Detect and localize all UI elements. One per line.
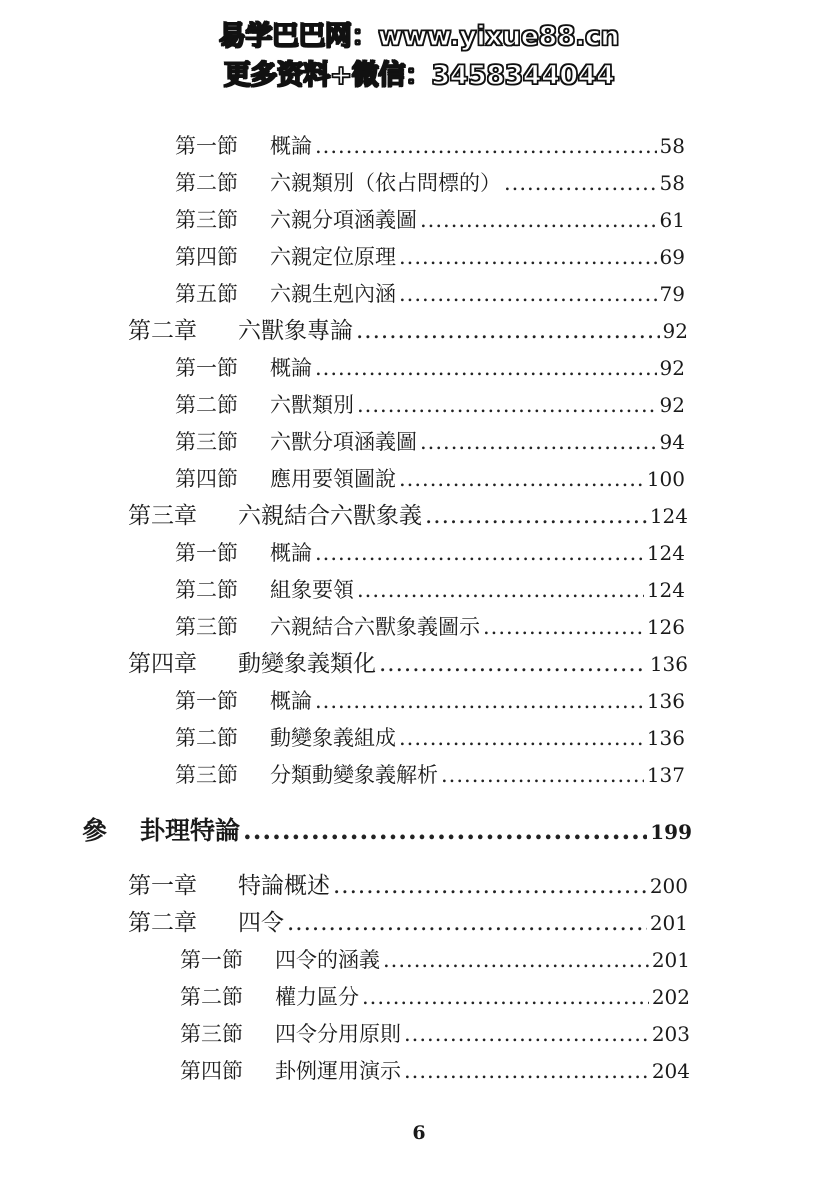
toc-entry[interactable] — [175, 130, 685, 162]
toc-entry-label: 第二章 — [128, 910, 197, 936]
toc-entry-title: 六獸類別 — [270, 393, 354, 417]
dot-leader — [356, 315, 660, 347]
toc-entry-title: 六親結合六獸象義 — [238, 503, 422, 529]
toc-entry[interactable] — [175, 167, 685, 199]
dot-leader — [399, 722, 644, 754]
toc-entry-title: 動變象義組成 — [270, 726, 396, 750]
page-number: 6 — [412, 1122, 426, 1144]
toc-entry-label: 第二節 — [175, 726, 238, 750]
toc-entry-title: 分類動變象義解析 — [270, 763, 438, 787]
toc-entry-title: 四令的涵義 — [275, 948, 380, 972]
toc-entry-label: 第二節 — [175, 578, 238, 602]
toc-entry[interactable] — [175, 278, 685, 310]
dot-leader — [315, 130, 657, 162]
dot-leader — [315, 685, 644, 717]
toc-entry-label: 第二節 — [175, 171, 238, 195]
toc-entry-title: 權力區分 — [275, 985, 359, 1009]
toc-entry[interactable] — [175, 352, 685, 384]
dot-leader — [420, 204, 657, 236]
toc-entry-page: 92 — [659, 356, 685, 380]
toc-entry-title: 六獸分項涵義圖 — [270, 430, 417, 454]
dot-leader — [379, 648, 647, 680]
toc-entry-title: 六獸象專論 — [238, 318, 353, 344]
toc-entry[interactable] — [175, 463, 685, 495]
toc-entry-title: 特論概述 — [238, 873, 330, 899]
dot-leader — [315, 352, 657, 384]
toc-entry-label: 第一節 — [175, 134, 238, 158]
toc-entry-page: 136 — [646, 726, 685, 750]
toc-chapter-entry[interactable] — [128, 648, 688, 680]
toc-entry-page: 61 — [659, 208, 685, 232]
toc-entry-title: 概論 — [270, 541, 312, 565]
toc-entry-label: 第一章 — [128, 873, 197, 899]
toc-entry-page: 124 — [646, 541, 685, 565]
toc-entry-title: 四令分用原則 — [275, 1022, 401, 1046]
dot-leader — [362, 981, 649, 1013]
toc-entry-title: 應用要領圖說 — [270, 467, 396, 491]
toc-entry-page: 200 — [649, 874, 688, 898]
dot-leader — [420, 426, 657, 458]
toc-entry-page: 58 — [659, 134, 685, 158]
toc-entry-label: 第三節 — [175, 208, 238, 232]
toc-entry-label: 第三節 — [175, 615, 238, 639]
toc-entry-page: 92 — [662, 319, 688, 343]
toc-entry-title: 卦理特論 — [140, 816, 241, 845]
toc-entry-label: 第四節 — [180, 1059, 243, 1083]
toc-entry-label: 第二節 — [175, 393, 238, 417]
toc-entry-page: 79 — [659, 282, 685, 306]
toc-entry-page: 124 — [649, 504, 688, 528]
toc-entry-label: 第三節 — [180, 1022, 243, 1046]
dot-leader — [383, 944, 649, 976]
toc-entry[interactable] — [180, 1055, 690, 1087]
toc-entry-label: 第一節 — [175, 541, 238, 565]
toc-entry[interactable] — [175, 204, 685, 236]
watermark-line-contact: 更多资料+微信：3458344044 — [223, 60, 615, 91]
toc-entry-title: 六親定位原理 — [270, 245, 396, 269]
toc-entry-title: 卦例運用演示 — [275, 1059, 401, 1083]
toc-entry-label: 參 — [82, 816, 108, 845]
toc-entry-page: 136 — [649, 652, 688, 676]
toc-entry-page: 199 — [650, 820, 692, 844]
toc-entry-label: 第一節 — [180, 948, 243, 972]
toc-entry[interactable] — [175, 722, 685, 754]
toc-entry-label: 第四節 — [175, 245, 238, 269]
toc-entry-page: 201 — [651, 948, 690, 972]
toc-entry[interactable] — [175, 537, 685, 569]
dot-leader — [504, 167, 657, 199]
toc-entry-page: 126 — [646, 615, 685, 639]
toc-entry-title: 四令 — [238, 910, 284, 936]
dot-leader — [243, 815, 647, 847]
dot-leader — [357, 574, 644, 606]
toc-entry-page: 58 — [659, 171, 685, 195]
toc-entry[interactable] — [180, 981, 690, 1013]
toc-entry-title: 動變象義類化 — [238, 651, 376, 677]
toc-entry[interactable] — [175, 389, 685, 421]
toc-entry-label: 第二節 — [180, 985, 243, 1009]
toc-entry[interactable] — [175, 685, 685, 717]
toc-entry-page: 203 — [651, 1022, 690, 1046]
toc-chapter-entry[interactable] — [128, 907, 688, 939]
toc-entry-label: 第三節 — [175, 763, 238, 787]
dot-leader — [399, 241, 657, 273]
dot-leader — [287, 907, 647, 939]
toc-entry-label: 第一節 — [175, 689, 238, 713]
toc-entry-label: 第二章 — [128, 318, 197, 344]
dot-leader — [404, 1055, 649, 1087]
toc-entry-page: 201 — [649, 911, 688, 935]
toc-part-entry[interactable] — [82, 815, 692, 847]
toc-entry[interactable] — [175, 611, 685, 643]
toc-entry-label: 第三章 — [128, 503, 197, 529]
dot-leader — [399, 463, 644, 495]
toc-entry-page: 136 — [646, 689, 685, 713]
toc-entry-label: 第三節 — [175, 430, 238, 454]
toc-entry-title: 概論 — [270, 134, 312, 158]
toc-entry-page: 100 — [646, 467, 685, 491]
toc-chapter-entry[interactable] — [128, 315, 688, 347]
toc-entry-page: 69 — [659, 245, 685, 269]
dot-leader — [404, 1018, 649, 1050]
toc-entry-title: 組象要領 — [270, 578, 354, 602]
toc-entry-title: 六親生剋內涵 — [270, 282, 396, 306]
toc-entry-label: 第四節 — [175, 467, 238, 491]
toc-entry[interactable] — [175, 241, 685, 273]
toc-entry-label: 第四章 — [128, 651, 197, 677]
toc-entry[interactable] — [175, 759, 685, 791]
watermark-line-website: 易学巴巴网：www.yixue88.cn — [218, 21, 620, 52]
toc-entry-label: 第五節 — [175, 282, 238, 306]
dot-leader — [315, 537, 644, 569]
toc-entry-page: 137 — [646, 763, 685, 787]
toc-entry-title: 六親類別（依占問標的） — [270, 171, 501, 195]
dot-leader — [441, 759, 644, 791]
dot-leader — [333, 870, 647, 902]
dot-leader — [399, 278, 657, 310]
toc-chapter-entry[interactable] — [128, 500, 688, 532]
toc-entry-title: 六親分項涵義圖 — [270, 208, 417, 232]
dot-leader — [483, 611, 644, 643]
toc-entry-title: 概論 — [270, 689, 312, 713]
dot-leader — [357, 389, 657, 421]
toc-entry-title: 概論 — [270, 356, 312, 380]
toc-entry-page: 94 — [659, 430, 685, 454]
toc-entry[interactable] — [175, 426, 685, 458]
toc-chapter-entry[interactable] — [128, 870, 688, 902]
dot-leader — [425, 500, 647, 532]
toc-entry-title: 六親結合六獸象義圖示 — [270, 615, 480, 639]
toc-entry[interactable] — [175, 574, 685, 606]
toc-entry-label: 第一節 — [175, 356, 238, 380]
toc-entry[interactable] — [180, 1018, 690, 1050]
toc-entry-page: 92 — [659, 393, 685, 417]
toc-entry[interactable] — [180, 944, 690, 976]
toc-entry-page: 202 — [651, 985, 690, 1009]
toc-entry-page: 124 — [646, 578, 685, 602]
toc-entry-page: 204 — [651, 1059, 690, 1083]
